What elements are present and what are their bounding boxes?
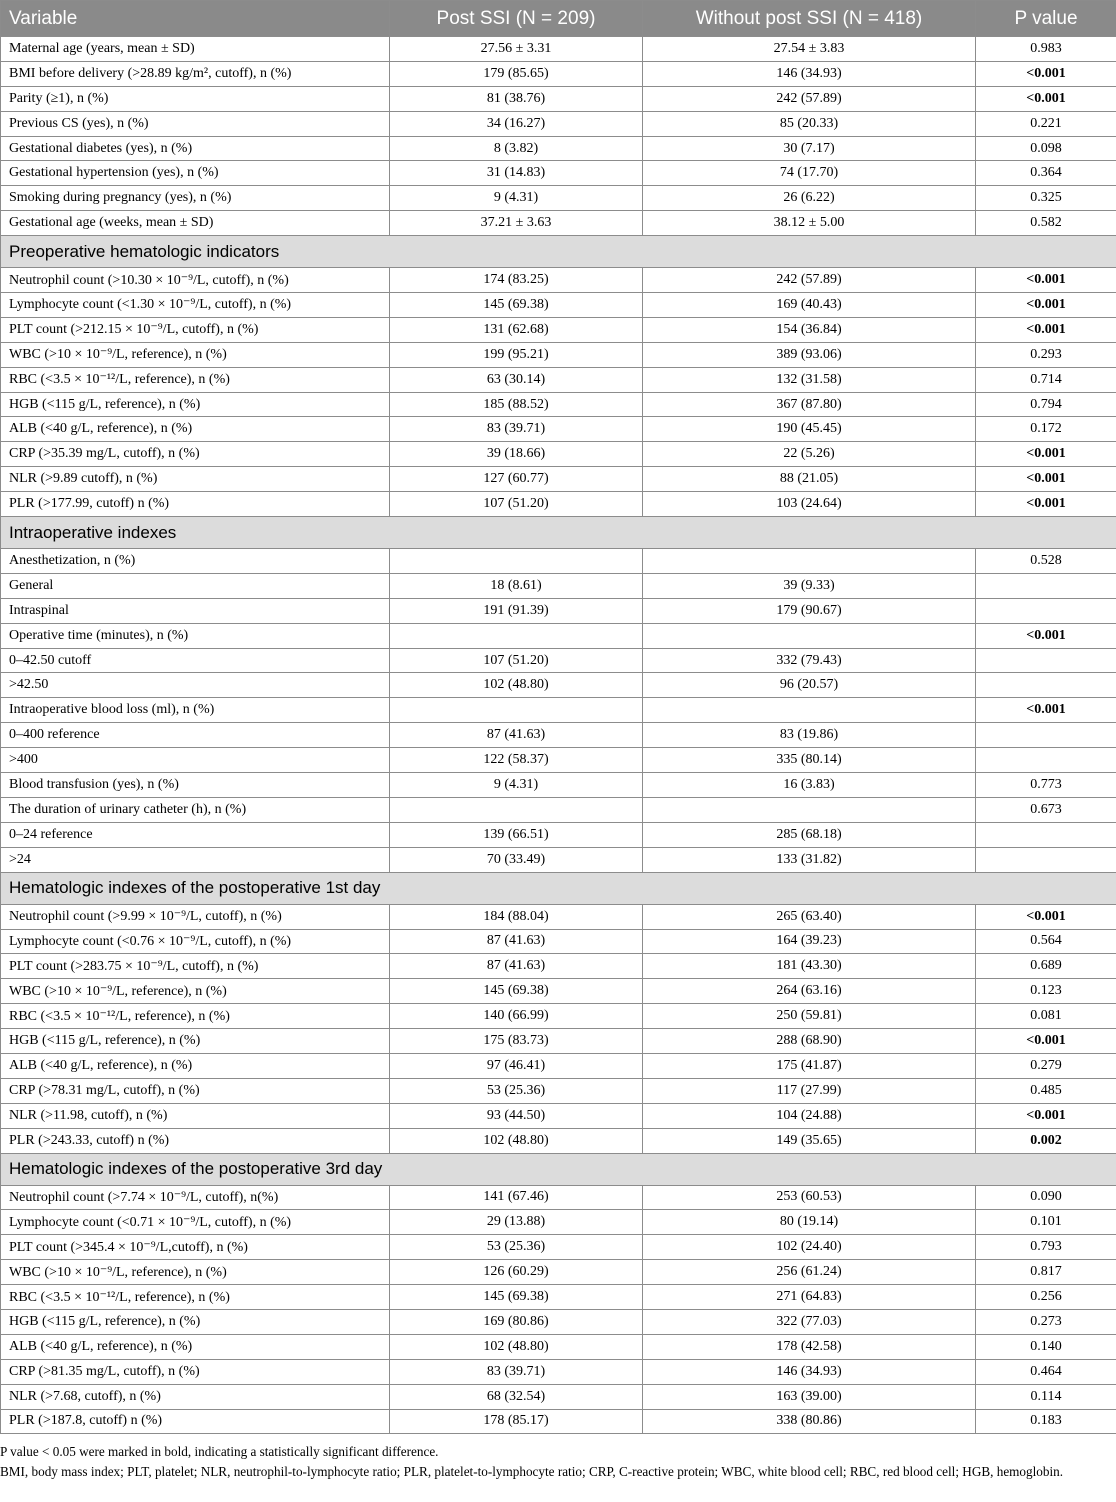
cell-without-ssi: 16 (3.83) [643, 773, 976, 798]
cell-without-ssi: 256 (61.24) [643, 1260, 976, 1285]
cell-p-value: 0.279 [976, 1053, 1116, 1078]
cell-p-value [976, 573, 1116, 598]
cell-post-ssi: 191 (91.39) [390, 598, 643, 623]
footnote-abbreviations: BMI, body mass index; PLT, platelet; NLR, neutrophil-to-lymphocyte ratio; PLR, platelet-to-lymphocyte ratio; CRP, C-reactive protein; WBC, white blood cell; RBC, red blood cell; HGB, hemoglobin. [0, 1464, 1064, 1479]
cell-post-ssi: 83 (39.71) [390, 1359, 643, 1384]
cell-post-ssi: 68 (32.54) [390, 1384, 643, 1409]
cell-variable: WBC (>10 × 10⁻⁹/L, reference), n (%) [1, 342, 390, 367]
cell-p-value: 0.123 [976, 979, 1116, 1004]
cell-variable: NLR (>7.68, cutoff), n (%) [1, 1384, 390, 1409]
section-header-row [1, 872, 1116, 904]
table-row [1, 1285, 1116, 1310]
cell-p-value: <0.001 [976, 317, 1116, 342]
cell-without-ssi: 103 (24.64) [643, 492, 976, 517]
cell-post-ssi: 93 (44.50) [390, 1103, 643, 1128]
cell-without-ssi: 102 (24.40) [643, 1235, 976, 1260]
table-row [1, 847, 1116, 872]
cell-without-ssi: 133 (31.82) [643, 847, 976, 872]
cell-post-ssi: 102 (48.80) [390, 673, 643, 698]
cell-p-value: <0.001 [976, 904, 1116, 929]
cell-variable: HGB (<115 g/L, reference), n (%) [1, 1309, 390, 1334]
table-row [1, 111, 1116, 136]
table-row [1, 1004, 1116, 1029]
cell-variable: ALB (<40 g/L, reference), n (%) [1, 417, 390, 442]
cell-variable: Intraspinal [1, 598, 390, 623]
cell-post-ssi: 102 (48.80) [390, 1334, 643, 1359]
table-row [1, 549, 1116, 574]
section-title: Preoperative hematologic indicators [1, 236, 1116, 268]
cell-variable: >24 [1, 847, 390, 872]
section-title: Hematologic indexes of the postoperative 1st day [1, 872, 1116, 904]
cell-variable: Lymphocyte count (<1.30 × 10⁻⁹/L, cutoff), n (%) [1, 293, 390, 318]
cell-post-ssi: 87 (41.63) [390, 929, 643, 954]
cell-without-ssi: 265 (63.40) [643, 904, 976, 929]
cell-post-ssi: 53 (25.36) [390, 1235, 643, 1260]
table-row [1, 623, 1116, 648]
cell-p-value [976, 822, 1116, 847]
cell-without-ssi: 96 (20.57) [643, 673, 976, 698]
table-row [1, 367, 1116, 392]
table-row [1, 904, 1116, 929]
cell-variable: HGB (<115 g/L, reference), n (%) [1, 392, 390, 417]
cell-p-value: 0.114 [976, 1384, 1116, 1409]
cell-p-value [976, 598, 1116, 623]
cell-post-ssi: 107 (51.20) [390, 492, 643, 517]
cell-variable: Blood transfusion (yes), n (%) [1, 773, 390, 798]
cell-post-ssi: 34 (16.27) [390, 111, 643, 136]
table-row [1, 954, 1116, 979]
cell-without-ssi: 88 (21.05) [643, 467, 976, 492]
table-row [1, 492, 1116, 517]
cell-variable: ALB (<40 g/L, reference), n (%) [1, 1053, 390, 1078]
cell-p-value: 0.081 [976, 1004, 1116, 1029]
cell-variable: 0–42.50 cutoff [1, 648, 390, 673]
table-row [1, 268, 1116, 293]
cell-without-ssi: 242 (57.89) [643, 268, 976, 293]
cell-p-value [976, 648, 1116, 673]
table-row [1, 773, 1116, 798]
table-row [1, 136, 1116, 161]
cell-p-value: 0.256 [976, 1285, 1116, 1310]
table-row [1, 417, 1116, 442]
cell-without-ssi: 83 (19.86) [643, 723, 976, 748]
cell-without-ssi: 39 (9.33) [643, 573, 976, 598]
cell-without-ssi: 146 (34.93) [643, 1359, 976, 1384]
table-row [1, 61, 1116, 86]
cell-variable: PLR (>243.33, cutoff) n (%) [1, 1128, 390, 1153]
cell-post-ssi: 122 (58.37) [390, 748, 643, 773]
cell-without-ssi: 27.54 ± 3.83 [643, 37, 976, 62]
cell-p-value: <0.001 [976, 698, 1116, 723]
table-row [1, 211, 1116, 236]
cell-post-ssi: 29 (13.88) [390, 1210, 643, 1235]
cell-without-ssi: 30 (7.17) [643, 136, 976, 161]
cell-without-ssi: 22 (5.26) [643, 442, 976, 467]
cell-p-value: 0.090 [976, 1185, 1116, 1210]
cell-without-ssi: 271 (64.83) [643, 1285, 976, 1310]
cell-p-value [976, 723, 1116, 748]
cell-variable: Operative time (minutes), n (%) [1, 623, 390, 648]
table-row [1, 1384, 1116, 1409]
cell-without-ssi [643, 797, 976, 822]
table-row [1, 161, 1116, 186]
header-p-value: P value [976, 1, 1116, 37]
table-row [1, 467, 1116, 492]
cell-p-value: <0.001 [976, 492, 1116, 517]
cell-p-value: 0.002 [976, 1128, 1116, 1153]
table-row [1, 1334, 1116, 1359]
table-row [1, 342, 1116, 367]
cell-variable: WBC (>10 × 10⁻⁹/L, reference), n (%) [1, 979, 390, 1004]
table-footnotes [0, 1442, 1112, 1482]
table-row [1, 442, 1116, 467]
cell-post-ssi: 107 (51.20) [390, 648, 643, 673]
cell-p-value: 0.464 [976, 1359, 1116, 1384]
cell-post-ssi: 37.21 ± 3.63 [390, 211, 643, 236]
cell-p-value: <0.001 [976, 293, 1116, 318]
cell-p-value: <0.001 [976, 467, 1116, 492]
cell-without-ssi [643, 623, 976, 648]
cell-without-ssi: 85 (20.33) [643, 111, 976, 136]
cell-without-ssi: 389 (93.06) [643, 342, 976, 367]
table-row [1, 1185, 1116, 1210]
table-row [1, 822, 1116, 847]
cell-post-ssi: 145 (69.38) [390, 293, 643, 318]
cell-without-ssi: 164 (39.23) [643, 929, 976, 954]
cell-without-ssi: 264 (63.16) [643, 979, 976, 1004]
cell-without-ssi: 38.12 ± 5.00 [643, 211, 976, 236]
table-row [1, 648, 1116, 673]
header-post-ssi: Post SSI (N = 209) [390, 1, 643, 37]
cell-p-value: 0.098 [976, 136, 1116, 161]
cell-variable: 0–24 reference [1, 822, 390, 847]
cell-post-ssi: 169 (80.86) [390, 1309, 643, 1334]
table-row [1, 1053, 1116, 1078]
cell-without-ssi: 80 (19.14) [643, 1210, 976, 1235]
table-row [1, 797, 1116, 822]
cell-p-value: 0.582 [976, 211, 1116, 236]
table-row [1, 1103, 1116, 1128]
cell-variable: RBC (<3.5 × 10⁻¹²/L, reference), n (%) [1, 367, 390, 392]
table-row [1, 979, 1116, 1004]
table-row [1, 929, 1116, 954]
cell-variable: Neutrophil count (>7.74 × 10⁻⁹/L, cutoff), n(%) [1, 1185, 390, 1210]
section-header-row [1, 1153, 1116, 1185]
cell-post-ssi: 185 (88.52) [390, 392, 643, 417]
cell-variable: ALB (<40 g/L, reference), n (%) [1, 1334, 390, 1359]
cell-post-ssi: 27.56 ± 3.31 [390, 37, 643, 62]
table-header-row [1, 1, 1116, 37]
cell-post-ssi: 139 (66.51) [390, 822, 643, 847]
cell-post-ssi: 39 (18.66) [390, 442, 643, 467]
cell-variable: Maternal age (years, mean ± SD) [1, 37, 390, 62]
cell-post-ssi: 127 (60.77) [390, 467, 643, 492]
cell-without-ssi: 163 (39.00) [643, 1384, 976, 1409]
cell-post-ssi: 131 (62.68) [390, 317, 643, 342]
cell-variable: NLR (>11.98, cutoff), n (%) [1, 1103, 390, 1128]
header-variable: Variable [1, 1, 390, 37]
cell-variable: Neutrophil count (>9.99 × 10⁻⁹/L, cutoff), n (%) [1, 904, 390, 929]
cell-p-value: 0.714 [976, 367, 1116, 392]
cell-variable: NLR (>9.89 cutoff), n (%) [1, 467, 390, 492]
cell-variable: Lymphocyte count (<0.71 × 10⁻⁹/L, cutoff), n (%) [1, 1210, 390, 1235]
cell-p-value: 0.364 [976, 161, 1116, 186]
cell-variable: >400 [1, 748, 390, 773]
cell-post-ssi: 18 (8.61) [390, 573, 643, 598]
cell-without-ssi: 332 (79.43) [643, 648, 976, 673]
cell-p-value: <0.001 [976, 1103, 1116, 1128]
cell-variable: PLR (>177.99, cutoff) n (%) [1, 492, 390, 517]
cell-without-ssi: 178 (42.58) [643, 1334, 976, 1359]
table-row [1, 293, 1116, 318]
cell-variable: Lymphocyte count (<0.76 × 10⁻⁹/L, cutoff), n (%) [1, 929, 390, 954]
cell-variable: PLT count (>212.15 × 10⁻⁹/L, cutoff), n (%) [1, 317, 390, 342]
cell-without-ssi: 179 (90.67) [643, 598, 976, 623]
section-header-row [1, 236, 1116, 268]
cell-post-ssi: 87 (41.63) [390, 954, 643, 979]
table-row [1, 698, 1116, 723]
cell-p-value: 0.673 [976, 797, 1116, 822]
cell-without-ssi: 117 (27.99) [643, 1078, 976, 1103]
cell-post-ssi: 63 (30.14) [390, 367, 643, 392]
table-row [1, 1309, 1116, 1334]
cell-p-value: 0.101 [976, 1210, 1116, 1235]
cell-p-value: <0.001 [976, 86, 1116, 111]
cell-without-ssi: 181 (43.30) [643, 954, 976, 979]
cell-without-ssi [643, 549, 976, 574]
cell-variable: Gestational diabetes (yes), n (%) [1, 136, 390, 161]
cell-post-ssi: 70 (33.49) [390, 847, 643, 872]
cell-p-value: 0.983 [976, 37, 1116, 62]
cell-without-ssi: 335 (80.14) [643, 748, 976, 773]
cell-variable: WBC (>10 × 10⁻⁹/L, reference), n (%) [1, 1260, 390, 1285]
cell-post-ssi: 140 (66.99) [390, 1004, 643, 1029]
cell-p-value [976, 847, 1116, 872]
cell-variable: PLT count (>345.4 × 10⁻⁹/L,cutoff), n (%) [1, 1235, 390, 1260]
cell-p-value: 0.689 [976, 954, 1116, 979]
cell-p-value: 0.183 [976, 1409, 1116, 1434]
table-row [1, 186, 1116, 211]
cell-post-ssi: 87 (41.63) [390, 723, 643, 748]
cell-variable: Intraoperative blood loss (ml), n (%) [1, 698, 390, 723]
cell-p-value: 0.140 [976, 1334, 1116, 1359]
table-row [1, 86, 1116, 111]
cell-variable: General [1, 573, 390, 598]
cell-without-ssi: 242 (57.89) [643, 86, 976, 111]
cell-post-ssi: 83 (39.71) [390, 417, 643, 442]
cell-p-value: <0.001 [976, 1029, 1116, 1054]
table-body [1, 37, 1116, 1434]
cell-without-ssi: 149 (35.65) [643, 1128, 976, 1153]
cell-variable: Neutrophil count (>10.30 × 10⁻⁹/L, cutoff), n (%) [1, 268, 390, 293]
cell-p-value: 0.221 [976, 111, 1116, 136]
table-row [1, 1029, 1116, 1054]
cell-post-ssi: 102 (48.80) [390, 1128, 643, 1153]
cell-without-ssi: 322 (77.03) [643, 1309, 976, 1334]
cell-post-ssi [390, 797, 643, 822]
table-row [1, 673, 1116, 698]
cell-p-value: <0.001 [976, 61, 1116, 86]
table-row [1, 598, 1116, 623]
table-row [1, 573, 1116, 598]
table-row [1, 1260, 1116, 1285]
cell-p-value [976, 673, 1116, 698]
cell-variable: RBC (<3.5 × 10⁻¹²/L, reference), n (%) [1, 1285, 390, 1310]
cell-post-ssi: 179 (85.65) [390, 61, 643, 86]
cell-without-ssi: 26 (6.22) [643, 186, 976, 211]
table-row [1, 1210, 1116, 1235]
cell-p-value: 0.817 [976, 1260, 1116, 1285]
cell-post-ssi [390, 549, 643, 574]
cell-post-ssi: 8 (3.82) [390, 136, 643, 161]
cell-p-value: 0.528 [976, 549, 1116, 574]
cell-without-ssi: 104 (24.88) [643, 1103, 976, 1128]
cell-without-ssi: 338 (80.86) [643, 1409, 976, 1434]
cell-p-value: 0.485 [976, 1078, 1116, 1103]
cell-p-value: 0.793 [976, 1235, 1116, 1260]
cell-post-ssi: 175 (83.73) [390, 1029, 643, 1054]
cell-without-ssi: 253 (60.53) [643, 1185, 976, 1210]
cell-post-ssi: 145 (69.38) [390, 979, 643, 1004]
cell-without-ssi: 175 (41.87) [643, 1053, 976, 1078]
cell-variable: RBC (<3.5 × 10⁻¹²/L, reference), n (%) [1, 1004, 390, 1029]
cell-p-value: 0.273 [976, 1309, 1116, 1334]
cell-p-value: 0.794 [976, 392, 1116, 417]
header-without-ssi: Without post SSI (N = 418) [643, 1, 976, 37]
cell-p-value: <0.001 [976, 623, 1116, 648]
cell-variable: PLR (>187.8, cutoff) n (%) [1, 1409, 390, 1434]
cell-post-ssi: 53 (25.36) [390, 1078, 643, 1103]
section-title: Hematologic indexes of the postoperative 3rd day [1, 1153, 1116, 1185]
cell-variable: The duration of urinary catheter (h), n (%) [1, 797, 390, 822]
cell-post-ssi: 199 (95.21) [390, 342, 643, 367]
cell-post-ssi: 174 (83.25) [390, 268, 643, 293]
cell-p-value [976, 748, 1116, 773]
cell-post-ssi [390, 698, 643, 723]
cell-post-ssi: 184 (88.04) [390, 904, 643, 929]
cell-p-value: <0.001 [976, 268, 1116, 293]
cell-post-ssi [390, 623, 643, 648]
cell-without-ssi: 285 (68.18) [643, 822, 976, 847]
table-row [1, 37, 1116, 62]
cell-post-ssi: 126 (60.29) [390, 1260, 643, 1285]
section-title: Intraoperative indexes [1, 517, 1116, 549]
table-row [1, 748, 1116, 773]
cell-post-ssi: 178 (85.17) [390, 1409, 643, 1434]
cell-variable: CRP (>35.39 mg/L, cutoff), n (%) [1, 442, 390, 467]
cell-variable: Previous CS (yes), n (%) [1, 111, 390, 136]
cell-without-ssi [643, 698, 976, 723]
cell-variable: Smoking during pregnancy (yes), n (%) [1, 186, 390, 211]
table-row [1, 1235, 1116, 1260]
cell-variable: Anesthetization, n (%) [1, 549, 390, 574]
cell-variable: >42.50 [1, 673, 390, 698]
cell-variable: HGB (<115 g/L, reference), n (%) [1, 1029, 390, 1054]
cell-variable: CRP (>81.35 mg/L, cutoff), n (%) [1, 1359, 390, 1384]
cell-without-ssi: 250 (59.81) [643, 1004, 976, 1029]
cell-post-ssi: 9 (4.31) [390, 773, 643, 798]
cell-p-value: 0.773 [976, 773, 1116, 798]
cell-variable: 0–400 reference [1, 723, 390, 748]
table-row [1, 723, 1116, 748]
cell-post-ssi: 31 (14.83) [390, 161, 643, 186]
section-header-row [1, 517, 1116, 549]
cell-post-ssi: 81 (38.76) [390, 86, 643, 111]
table-row [1, 1359, 1116, 1384]
cell-variable: Gestational age (weeks, mean ± SD) [1, 211, 390, 236]
cell-post-ssi: 9 (4.31) [390, 186, 643, 211]
cell-without-ssi: 74 (17.70) [643, 161, 976, 186]
cell-without-ssi: 190 (45.45) [643, 417, 976, 442]
table-row [1, 1128, 1116, 1153]
cell-without-ssi: 132 (31.58) [643, 367, 976, 392]
cell-variable: CRP (>78.31 mg/L, cutoff), n (%) [1, 1078, 390, 1103]
cell-without-ssi: 154 (36.84) [643, 317, 976, 342]
cell-p-value: 0.564 [976, 929, 1116, 954]
table-row [1, 317, 1116, 342]
cell-p-value: <0.001 [976, 442, 1116, 467]
cell-post-ssi: 141 (67.46) [390, 1185, 643, 1210]
cell-variable: BMI before delivery (>28.89 kg/m², cutoff), n (%) [1, 61, 390, 86]
cell-without-ssi: 146 (34.93) [643, 61, 976, 86]
cell-variable: Gestational hypertension (yes), n (%) [1, 161, 390, 186]
cell-variable: Parity (≥1), n (%) [1, 86, 390, 111]
cell-p-value: 0.325 [976, 186, 1116, 211]
cell-post-ssi: 97 (46.41) [390, 1053, 643, 1078]
table-row [1, 1078, 1116, 1103]
cell-without-ssi: 367 (87.80) [643, 392, 976, 417]
cell-without-ssi: 169 (40.43) [643, 293, 976, 318]
table-row [1, 1409, 1116, 1434]
cell-post-ssi: 145 (69.38) [390, 1285, 643, 1310]
cell-p-value: 0.172 [976, 417, 1116, 442]
footnote-significance: P value < 0.05 were marked in bold, indicating a statistically significant difference. [0, 1444, 439, 1459]
cell-variable: PLT count (>283.75 × 10⁻⁹/L, cutoff), n (%) [1, 954, 390, 979]
table-row [1, 392, 1116, 417]
cell-p-value: 0.293 [976, 342, 1116, 367]
cell-without-ssi: 288 (68.90) [643, 1029, 976, 1054]
